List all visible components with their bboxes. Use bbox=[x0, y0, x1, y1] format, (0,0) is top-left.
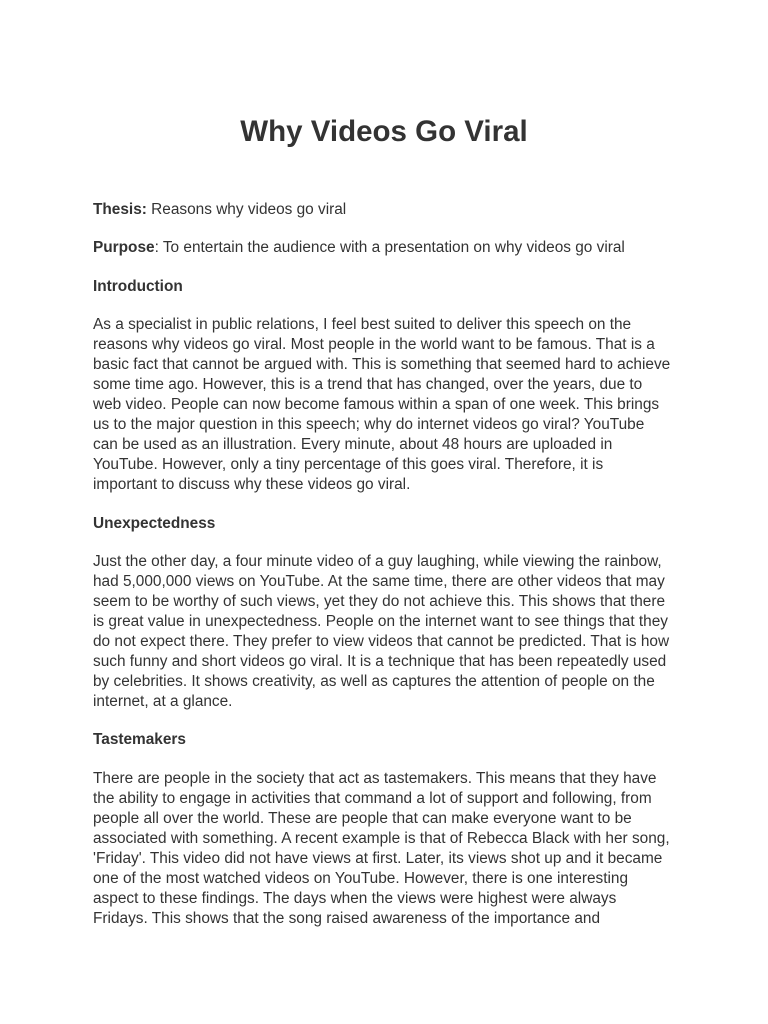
paragraph-line: Fridays. This shows that the song raised awareness of the importance and bbox=[93, 909, 601, 927]
paragraph-line: As a specialist in public relations, I feel best suited to deliver this speech on the bbox=[93, 316, 632, 334]
section-heading-tastemakers: Tastemakers bbox=[93, 731, 186, 749]
document-title: Why Videos Go Viral bbox=[240, 115, 528, 148]
thesis-text: Reasons why videos go viral bbox=[151, 201, 347, 218]
paragraph-line: aspect to these findings. The days when the views were highest were always bbox=[93, 889, 617, 907]
paragraph-line: is great value in unexpectedness. People on the internet want to see things that they bbox=[93, 612, 668, 630]
paragraph-line: some time ago. However, this is a trend that has changed, over the years, due to bbox=[93, 376, 643, 394]
paragraph-line: web video. People can now become famous within a span of one week. This brings bbox=[93, 396, 660, 414]
paragraph-line: do not expect there. They prefer to view videos that cannot be predicted. That is how bbox=[93, 632, 670, 650]
section-paragraph bbox=[93, 552, 733, 712]
document-body bbox=[93, 200, 733, 947]
paragraph-line: had 5,000,000 views on YouTube. At the same time, there are other videos that may bbox=[93, 572, 665, 590]
paragraph-line: can be used as an illustration. Every minute, about 48 hours are uploaded in bbox=[93, 436, 613, 454]
section-introduction bbox=[93, 277, 733, 495]
paragraph-line: such funny and short videos go viral. It is a technique that has been repeatedly used bbox=[93, 652, 667, 670]
paragraph-line: people all over the world. These are people that can make everyone want to be bbox=[93, 809, 632, 827]
paragraph-line: important to discuss why these videos go viral. bbox=[93, 476, 411, 494]
paragraph-line: by celebrities. It shows creativity, as well as captures the attention of people on the bbox=[93, 672, 655, 690]
section-paragraph bbox=[93, 315, 733, 495]
paragraph-line: basic fact that cannot be argued with. This is something that seemed hard to achieve bbox=[93, 356, 671, 374]
purpose-line bbox=[93, 238, 733, 258]
section-heading-introduction: Introduction bbox=[93, 277, 183, 295]
paragraph-line: the ability to engage in activities that command a lot of support and following, from bbox=[93, 789, 652, 807]
thesis-line bbox=[93, 200, 733, 220]
section-tastemakers bbox=[93, 730, 733, 928]
purpose-label: Purpose bbox=[93, 239, 155, 257]
paragraph-line: associated with something. A recent example is that of Rebecca Black with her song, bbox=[93, 829, 670, 847]
paragraph-line: Just the other day, a four minute video of a guy laughing, while viewing the rainbow, bbox=[93, 552, 662, 570]
paragraph-line: us to the major question in this speech; why do internet videos go viral? YouTube bbox=[93, 416, 645, 434]
paragraph-line: 'Friday'. This video did not have views at first. Later, its views shot up and it became bbox=[93, 849, 663, 867]
section-unexpectedness bbox=[93, 514, 733, 712]
purpose-text: : To entertain the audience with a presentation on why videos go viral bbox=[154, 239, 625, 257]
paragraph-line: reasons why videos go viral. Most people in the world want to be famous. That is a bbox=[93, 336, 655, 354]
paragraph-line: one of the most watched videos on YouTube. However, there is one interesting bbox=[93, 869, 629, 887]
thesis-label: Thesis: bbox=[93, 201, 147, 218]
section-paragraph bbox=[93, 769, 733, 929]
paragraph-line: internet, at a glance. bbox=[93, 692, 233, 710]
paragraph-line: YouTube. However, only a tiny percentage of this goes viral. Therefore, it is bbox=[93, 456, 604, 474]
paragraph-line: seem to be worthy of such views, yet they do not achieve this. This shows that there bbox=[93, 592, 666, 610]
section-heading-unexpectedness: Unexpectedness bbox=[93, 514, 216, 532]
paragraph-line: There are people in the society that act as tastemakers. This means that they have bbox=[93, 769, 657, 787]
